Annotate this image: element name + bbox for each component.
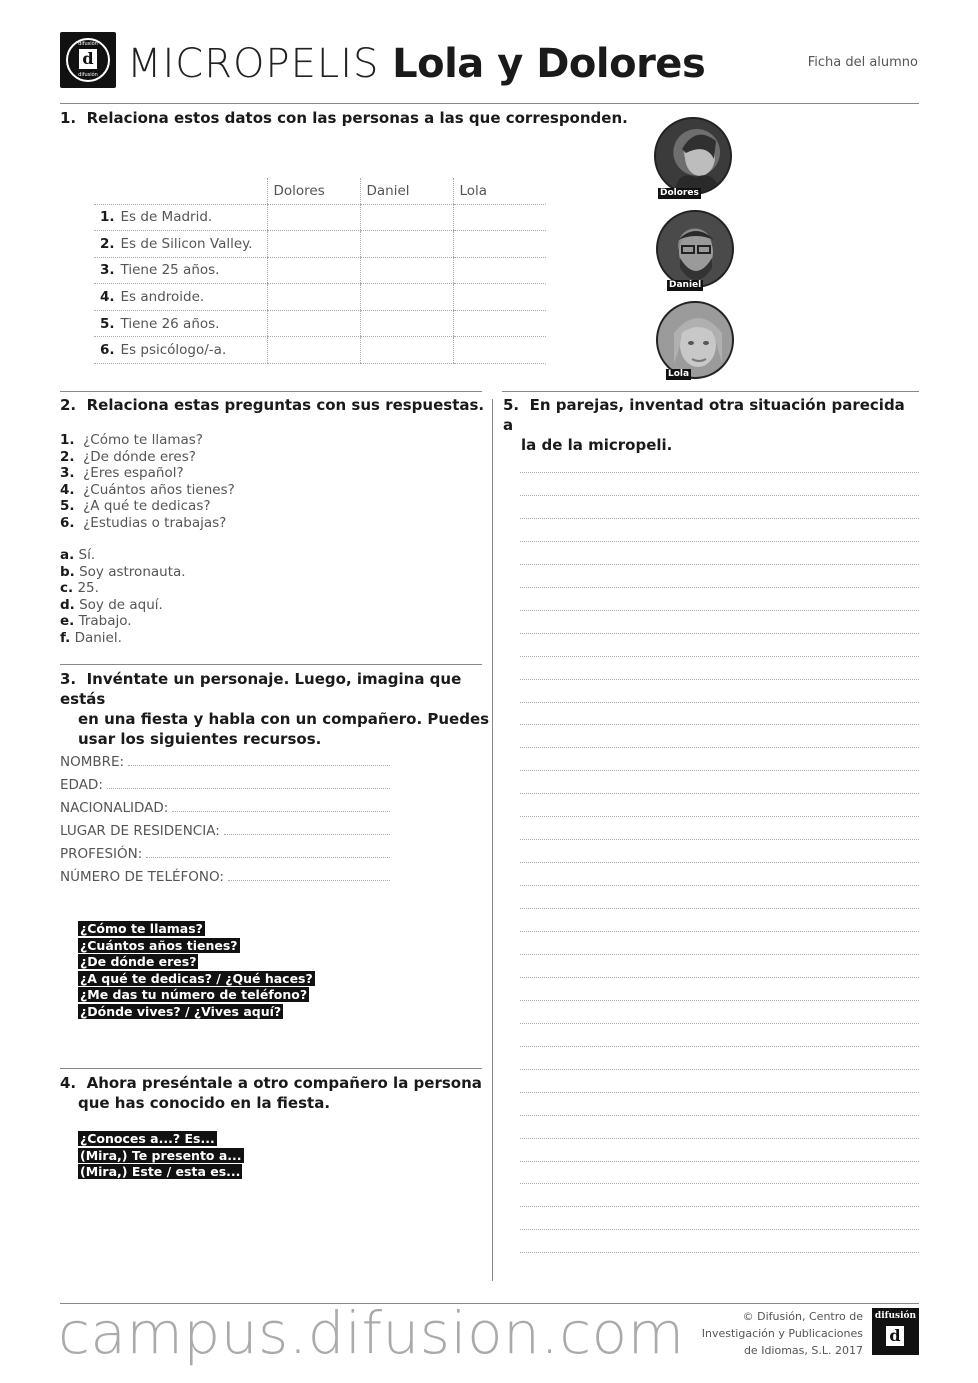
statement-cell: [94, 337, 267, 364]
ex4-divider: [60, 1068, 482, 1069]
form-row-name: [60, 747, 390, 770]
phrase-label: ¿Cómo te llamas?: [80, 921, 203, 936]
writing-line[interactable]: [520, 495, 919, 496]
answer-cell[interactable]: [360, 337, 453, 364]
photo-daniel: [656, 210, 734, 288]
ex3-title-line: Invéntate un personaje. Luego, imagina que estás: [60, 670, 462, 708]
writing-line[interactable]: [520, 839, 919, 840]
phrase-label: (Mira,) Te presento a...: [80, 1147, 242, 1163]
writing-line[interactable]: [520, 610, 919, 611]
row-number: 2.: [100, 235, 115, 252]
answer-cell[interactable]: [267, 337, 360, 364]
answer-cell[interactable]: [267, 257, 360, 284]
writing-line[interactable]: [520, 793, 919, 794]
field-label: PROFESIÓN:: [60, 846, 143, 862]
writing-line[interactable]: [520, 747, 919, 748]
writing-line[interactable]: [520, 679, 919, 680]
row-number: 6.: [100, 342, 115, 359]
ex5-number: 5.: [503, 396, 520, 414]
footer-url: campus.difusion.com: [58, 1299, 685, 1367]
ex3-title-line: usar los siguientes recursos.: [78, 730, 322, 748]
logo-letter: d: [79, 49, 97, 69]
footer-logo: [872, 1308, 919, 1355]
writing-line[interactable]: [520, 702, 919, 703]
writing-line[interactable]: [520, 1000, 919, 1001]
ex3-number: 3.: [60, 670, 77, 688]
row-text: Es psicólogo/-a.: [120, 342, 227, 359]
photo-label-lola: Lola: [668, 369, 690, 379]
writing-line[interactable]: [520, 1161, 919, 1162]
writing-line[interactable]: [520, 1229, 919, 1230]
list-item: e. Trabajo.: [60, 613, 132, 629]
list-item: 3. ¿Eres español?: [60, 465, 184, 481]
ex1-title: Relaciona estos datos con las personas a las que corresponden.: [86, 109, 628, 127]
table-row: [94, 257, 546, 284]
field-label: NOMBRE:: [60, 754, 125, 770]
writing-line[interactable]: [520, 908, 919, 909]
row-text: Tiene 25 años.: [120, 262, 220, 279]
title-series: MICROPELIS: [127, 41, 380, 87]
ex4-heading: [60, 1073, 490, 1113]
portrait-icon: [658, 303, 734, 379]
answer-cell[interactable]: [453, 204, 546, 231]
ex5-divider: [502, 391, 919, 392]
table-row: [94, 231, 546, 258]
writing-line[interactable]: [520, 931, 919, 932]
ex2-title: Relaciona estas preguntas con sus respuestas.: [86, 396, 485, 414]
profession-field[interactable]: [146, 857, 390, 858]
answer-cell[interactable]: [267, 231, 360, 258]
list-item: 1. ¿Cómo te llamas?: [60, 432, 203, 448]
table-row: [94, 337, 546, 364]
writing-line[interactable]: [520, 770, 919, 771]
answer-cell[interactable]: [360, 204, 453, 231]
title-film: Lola y Dolores: [392, 41, 706, 87]
field-label: NÚMERO DE TELÉFONO:: [60, 869, 224, 885]
writing-line[interactable]: [520, 564, 919, 565]
writing-line[interactable]: [520, 1023, 919, 1024]
writing-line[interactable]: [520, 587, 919, 588]
phrase-label: ¿Conoces a...? Es...: [80, 1131, 215, 1146]
ex3-form: [60, 747, 390, 885]
phrase-label: ¿Me das tu número de teléfono?: [80, 987, 308, 1002]
table-row: [94, 284, 546, 311]
writing-line[interactable]: [520, 1069, 919, 1070]
answer-cell[interactable]: [453, 257, 546, 284]
photo-lola: [656, 301, 734, 379]
writing-line[interactable]: [520, 656, 919, 657]
ex4-title-line: Ahora preséntale a otro compañero la persona: [86, 1074, 482, 1092]
field-label: EDAD:: [60, 777, 103, 793]
ex1-number: 1.: [60, 109, 77, 127]
row-text: Es de Silicon Valley.: [120, 235, 253, 252]
row-number: 1.: [100, 209, 115, 226]
row-number: 4.: [100, 289, 115, 306]
list-item: 5. ¿A qué te dedicas?: [60, 498, 211, 514]
ex1-heading: [60, 108, 628, 128]
ex2-divider: [60, 391, 482, 392]
field-label: LUGAR DE RESIDENCIA:: [60, 823, 220, 839]
writing-line[interactable]: [520, 885, 919, 886]
photo-label-daniel: Daniel: [669, 280, 702, 290]
photo-dolores: [654, 117, 732, 195]
ex2-answers: [60, 547, 186, 646]
ex3-heading: [60, 669, 490, 749]
ex2-number: 2.: [60, 396, 77, 414]
portrait-icon: [658, 212, 734, 288]
footer-logo-text: difusión: [874, 1311, 917, 1321]
writing-line[interactable]: [520, 977, 919, 978]
list-item: 2. ¿De dónde eres?: [60, 448, 196, 465]
statement-cell: [94, 231, 267, 258]
statement-cell: [94, 204, 267, 231]
table-header-blank: [94, 178, 267, 204]
writing-line[interactable]: [520, 633, 919, 634]
answer-cell[interactable]: [267, 204, 360, 231]
ex4-number: 4.: [60, 1074, 77, 1092]
writing-line[interactable]: [520, 1046, 919, 1047]
statement-cell: [94, 257, 267, 284]
page-title: [127, 38, 705, 90]
copyright-line: © Difusión, Centro de: [742, 1310, 863, 1323]
writing-line[interactable]: [520, 1115, 919, 1116]
list-item: 6. ¿Estudias o trabajas?: [60, 514, 227, 531]
answer-cell[interactable]: [267, 284, 360, 311]
footer-copyright: [663, 1308, 863, 1359]
column-dolores: Dolores: [267, 178, 360, 204]
difusion-logo: [60, 32, 116, 88]
field-label: NACIONALIDAD:: [60, 800, 169, 816]
writing-line[interactable]: [520, 472, 919, 473]
form-row-profession: [60, 839, 390, 862]
header-divider: [60, 103, 919, 104]
answer-cell[interactable]: [360, 257, 453, 284]
writing-line[interactable]: [520, 816, 919, 817]
age-field[interactable]: [107, 788, 390, 789]
portrait-icon: [656, 119, 732, 195]
column-lola: Lola: [453, 178, 546, 204]
ex5-title-line: En parejas, inventad otra situación parecida a: [503, 396, 905, 434]
row-number: 3.: [100, 262, 115, 279]
phrase-label: ¿De dónde eres?: [80, 954, 197, 969]
writing-line[interactable]: [520, 1206, 919, 1207]
list-item: d. Soy de aquí.: [60, 596, 163, 613]
column-daniel: Daniel: [360, 178, 453, 204]
ex5-heading: [503, 395, 919, 455]
writing-line[interactable]: [520, 954, 919, 955]
table-row: [94, 310, 546, 337]
list-item: b. Soy astronauta.: [60, 563, 186, 580]
writing-line[interactable]: [520, 1138, 919, 1139]
writing-line[interactable]: [520, 518, 919, 519]
ex3-phrases: [78, 921, 315, 1020]
column-divider: [492, 399, 493, 1281]
ex3-title-line: en una fiesta y habla con un compañero. Puedes: [78, 710, 490, 728]
form-row-phone: [60, 862, 390, 885]
statement-cell: [94, 310, 267, 337]
ex4-title-line: que has conocido en la fiesta.: [78, 1094, 331, 1112]
footer-logo-letter: d: [886, 1326, 904, 1346]
answer-cell[interactable]: [453, 284, 546, 311]
page-subtitle: Ficha del alumno: [807, 55, 918, 70]
answer-cell[interactable]: [360, 310, 453, 337]
form-row-age: [60, 770, 390, 793]
copyright-line: de Idiomas, S.L. 2017: [743, 1344, 863, 1357]
writing-line[interactable]: [520, 862, 919, 863]
ex2-questions: [60, 432, 235, 531]
list-item: c. 25.: [60, 580, 99, 596]
logo-bottom-text: difusión: [78, 72, 98, 78]
statement-cell: [94, 284, 267, 311]
phrase-label: ¿Cuántos años tienes?: [80, 937, 238, 953]
row-text: Tiene 26 años.: [120, 315, 220, 332]
ex2-heading: [60, 395, 484, 415]
phone-field[interactable]: [228, 880, 390, 881]
table-header-row: [94, 178, 546, 204]
name-field[interactable]: [128, 765, 390, 766]
ex4-phrases: [78, 1131, 244, 1181]
phrase-label: ¿A qué te dedicas? / ¿Qué haces?: [80, 970, 313, 986]
logo-top-text: difusión: [78, 41, 98, 47]
form-row-residence: [60, 816, 390, 839]
list-item: 4. ¿Cuántos años tienes?: [60, 481, 235, 498]
ex5-title-line: la de la micropeli.: [521, 436, 673, 454]
list-item: f. Daniel.: [60, 629, 122, 646]
row-text: Es de Madrid.: [120, 209, 213, 226]
writing-line[interactable]: [520, 1252, 919, 1253]
row-number: 5.: [100, 315, 115, 332]
answer-cell[interactable]: [267, 310, 360, 337]
ex1-match-table: [94, 178, 546, 364]
copyright-line: Investigación y Publicaciones: [701, 1327, 863, 1340]
phrase-label: ¿Dónde vives? / ¿Vives aquí?: [80, 1003, 282, 1019]
residence-field[interactable]: [224, 834, 390, 835]
table-row: [94, 204, 546, 231]
photo-label-dolores: Dolores: [660, 188, 699, 198]
writing-line[interactable]: [520, 1183, 919, 1184]
answer-cell[interactable]: [453, 231, 546, 258]
answer-cell[interactable]: [360, 231, 453, 258]
form-row-nationality: [60, 793, 390, 816]
list-item: a. Sí.: [60, 547, 96, 563]
writing-line[interactable]: [520, 541, 919, 542]
writing-line[interactable]: [520, 1092, 919, 1093]
answer-cell[interactable]: [453, 337, 546, 364]
answer-cell[interactable]: [453, 310, 546, 337]
writing-line[interactable]: [520, 724, 919, 725]
answer-cell[interactable]: [360, 284, 453, 311]
ex3-divider: [60, 664, 482, 665]
phrase-label: (Mira,) Este / esta es...: [80, 1164, 241, 1179]
nationality-field[interactable]: [172, 811, 390, 812]
row-text: Es androide.: [120, 289, 205, 306]
